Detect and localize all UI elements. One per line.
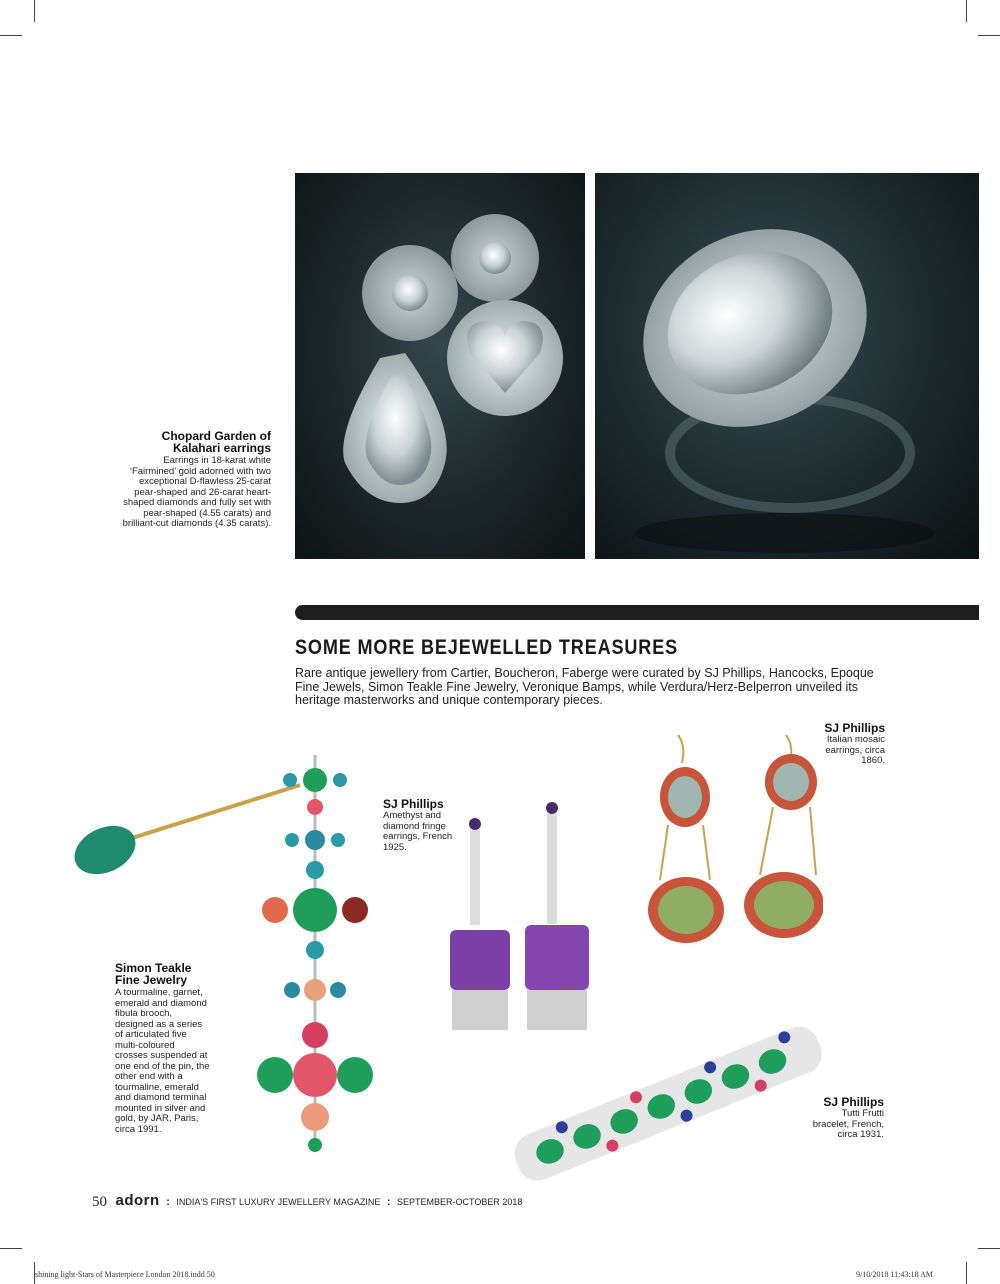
- slug-timestamp: 9/10/2018 11:43:18 AM: [856, 1270, 934, 1279]
- crop-mark: [978, 35, 1000, 36]
- section-rule: [295, 605, 979, 620]
- amethyst-caption-body: Amethyst and diamond fringe earrings, French 1925.: [383, 810, 453, 853]
- section-heading: SOME MORE BEJEWELLED TREASURES: [295, 636, 679, 659]
- mosaic-caption-body: Italian mosaic earrings, circa 1860.: [825, 734, 885, 766]
- crop-mark: [0, 1248, 22, 1249]
- amethyst-earrings-image: [440, 800, 610, 1045]
- fibula-brooch-image: [60, 745, 390, 1165]
- issue-date: SEPTEMBER-OCTOBER 2018: [397, 1197, 523, 1207]
- crop-mark: [34, 0, 35, 22]
- footer-separator: :: [386, 1196, 391, 1208]
- tutti-frutti-bracelet-image: [495, 1010, 840, 1195]
- mosaic-earrings-image: [648, 735, 823, 945]
- diamond-earrings-illustration: [295, 173, 585, 559]
- crop-mark: [978, 1248, 1000, 1249]
- crop-mark: [966, 1262, 967, 1284]
- diamond-ring-illustration: [595, 173, 979, 559]
- bracelet-caption-title: SJ Phillips: [823, 1095, 884, 1109]
- section-intro: Rare antique jewellery from Cartier, Boucheron, Faberge were curated by SJ Phillips, Hancocks, Epoque Fine Jewels, Simon Teakle Fine Jewelry, Veronique Bamps, while Verdura/Herz-Belperron unveiled its heritage masterworks and unique contemporary pieces.: [295, 666, 874, 707]
- crop-mark: [0, 35, 22, 36]
- bracelet-caption-body: Tutti Frutti bracelet, French, circa 1931.: [812, 1108, 884, 1140]
- simon-teakle-caption-title: Simon Teakle Fine Jewelry: [115, 961, 192, 987]
- chopard-ring-photo: [595, 173, 979, 559]
- chopard-caption-title: Chopard Garden of Kalahari earrings: [161, 429, 271, 455]
- slug-filename: shining light-Stars of Masterpiece London 2018.indd 50: [35, 1270, 215, 1279]
- crop-mark: [966, 0, 967, 22]
- simon-teakle-caption-body: A tourmaline, garnet, emerald and diamond fibula brooch, designed as a series of articulated five multi-coloured crosses suspended at one end of the pin, the other end with a tourmaline, emerald and diamond terminal mounted in silver and gold, by JAR, Paris, circa 1991.: [115, 987, 210, 1135]
- page-footer: [92, 1192, 522, 1211]
- chopard-caption: [120, 430, 271, 530]
- chopard-caption-body: Earrings in 18-karat white ‘Fairmined’ gold adorned with two exceptional D-flawless 25-carat pear-shaped and 26-carat heart-shaped diamonds and fully set with pear-shaped (4.55 carats) and brilliant-cut diamonds (4.35 carats).: [122, 455, 271, 529]
- magazine-tagline: INDIA'S FIRST LUXURY JEWELLERY MAGAZINE: [176, 1197, 381, 1207]
- chopard-earrings-photo: [295, 173, 585, 559]
- page-number: 50: [92, 1194, 107, 1210]
- mosaic-caption-title: SJ Phillips: [824, 721, 885, 735]
- magazine-logo: adorn: [115, 1192, 160, 1209]
- footer-separator: :: [166, 1196, 170, 1208]
- amethyst-caption-title: SJ Phillips: [383, 797, 444, 811]
